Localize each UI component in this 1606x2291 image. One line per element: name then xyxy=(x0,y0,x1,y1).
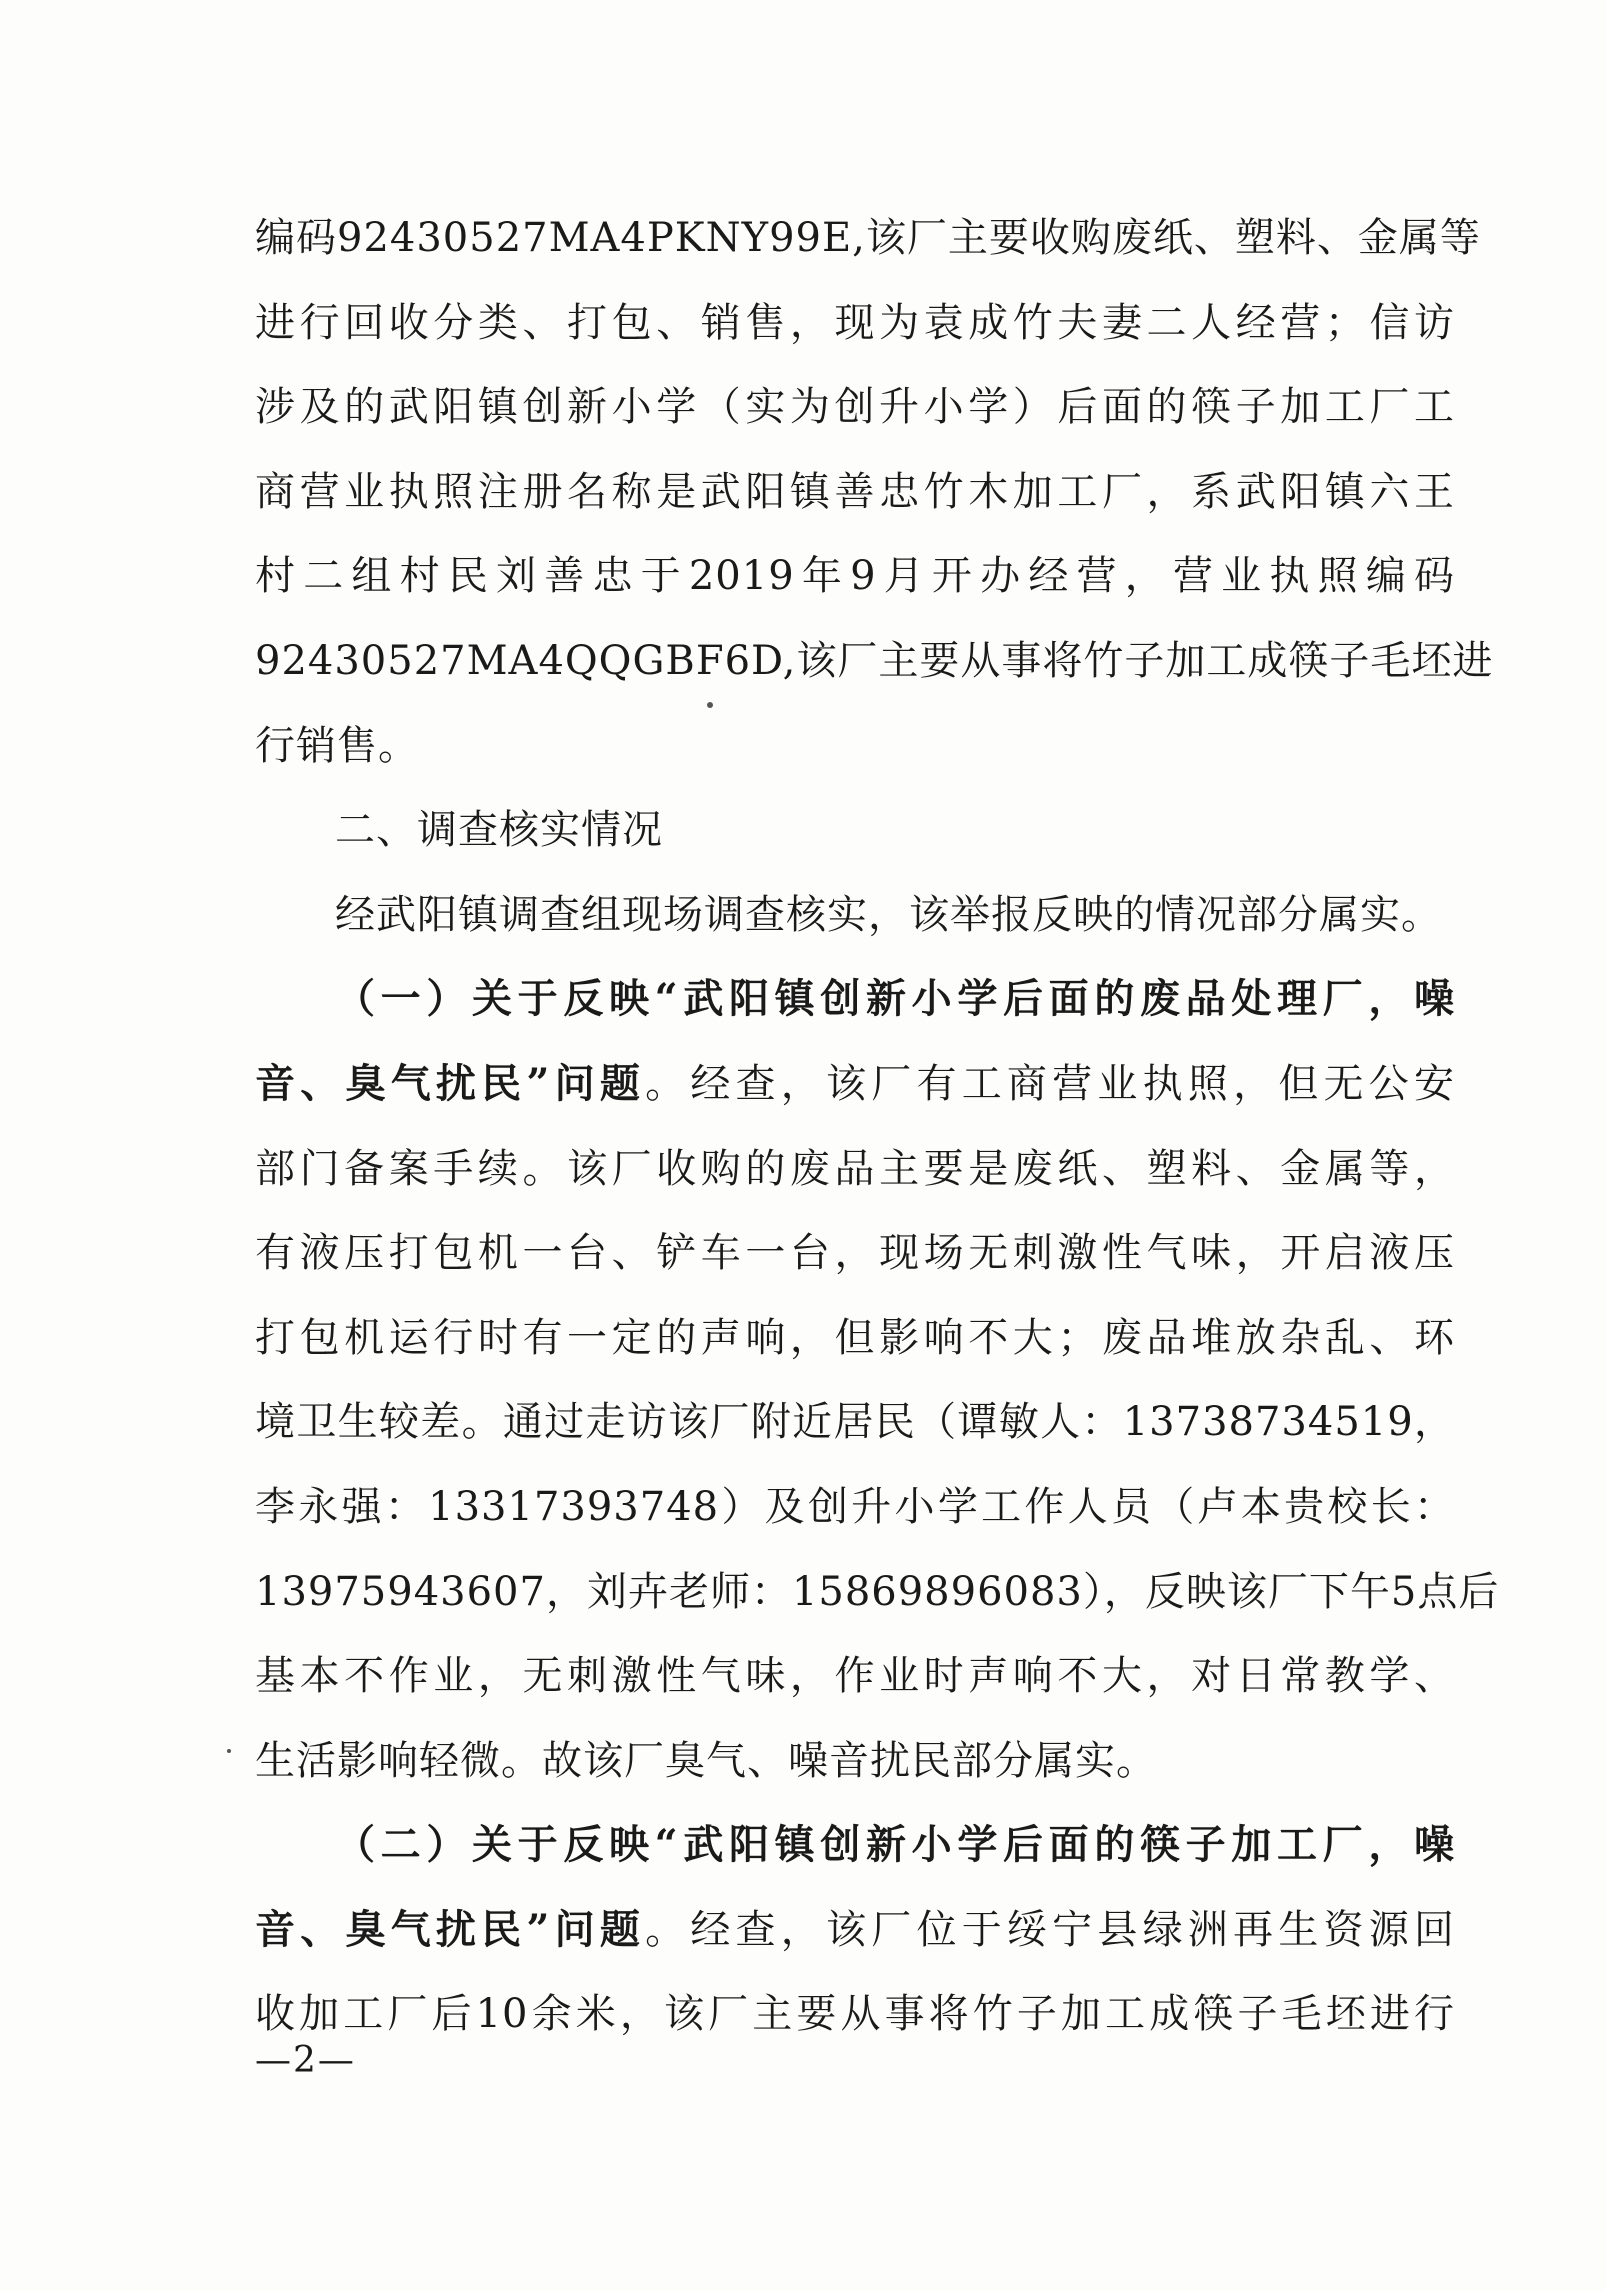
paragraph-1-line-1: 编码92430527MA4PKNY99E,该厂主要收购废纸、塑料、金属等 xyxy=(255,215,1481,261)
item-1-line-1: （一）关于反映“武阳镇创新小学后面的废品处理厂，噪 xyxy=(335,975,1455,1023)
item-1-line-4: 有液压打包机一台、铲车一台，现场无刺激性气味，开启液压 xyxy=(255,1230,1455,1277)
item-1-line-7: 李永强：13317393748）及创升小学工作人员（卢本贵校长： xyxy=(255,1483,1455,1530)
paragraph-1-line-3: 涉及的武阳镇创新小学（实为创升小学）后面的筷子加工厂工 xyxy=(255,384,1455,431)
scan-speck xyxy=(227,1749,231,1753)
paragraph-1-line-6: 92430527MA4QQGBF6D,该厂主要从事将竹子加工成筷子毛坯进 xyxy=(255,637,1494,684)
paragraph-1-line-4: 商营业执照注册名称是武阳镇善忠竹木加工厂，系武阳镇六王 xyxy=(255,468,1455,515)
item-1-line-8: 13975943607，刘卉老师：15869896083），反映该厂下午5点后 xyxy=(255,1568,1500,1615)
item-2-line-1: （二）关于反映“武阳镇创新小学后面的筷子加工厂，噪 xyxy=(335,1821,1455,1869)
item-1-line-9: 基本不作业，无刺激性气味，作业时声响不大，对日常教学、 xyxy=(255,1653,1455,1700)
item-1-line-10: 生活影响轻微。故该厂臭气、噪音扰民部分属实。 xyxy=(255,1737,1157,1784)
document-body xyxy=(255,196,1500,2057)
scan-speck xyxy=(707,702,713,708)
item-1-line-3: 部门备案手续。该厂收购的废品主要是废纸、塑料、金属等， xyxy=(255,1145,1455,1192)
item-2-line-3: 收加工厂后10余米，该厂主要从事将竹子加工成筷子毛坯进行 xyxy=(255,1991,1455,2038)
item-1-line-6: 境卫生较差。通过走访该厂附近居民（谭敏人：13738734519， xyxy=(255,1399,1455,1446)
page-number: —2— xyxy=(255,2040,356,2081)
paragraph-1-line-2: 进行回收分类、打包、销售，现为袁成竹夫妻二人经营；信访 xyxy=(255,299,1455,346)
item-2-line-2: 音、臭气扰民”问题。经查，该厂位于绥宁县绿洲再生资源回 xyxy=(255,1905,1456,1953)
paragraph-1-line-5: 村二组村民刘善忠于2019年9月开办经营，营业执照编码 xyxy=(255,553,1455,600)
paragraph-1-line-7: 行销售。 xyxy=(255,722,419,769)
section-heading: 二、调查核实情况 xyxy=(335,807,663,854)
summary-paragraph: 经武阳镇调查组现场调查核实，该举报反映的情况部分属实。 xyxy=(335,891,1442,938)
item-1-line-2: 音、臭气扰民”问题。经查，该厂有工商营业执照，但无公安 xyxy=(255,1059,1456,1107)
item-1-line-5: 打包机运行时有一定的声响，但影响不大；废品堆放杂乱、环 xyxy=(255,1314,1455,1361)
